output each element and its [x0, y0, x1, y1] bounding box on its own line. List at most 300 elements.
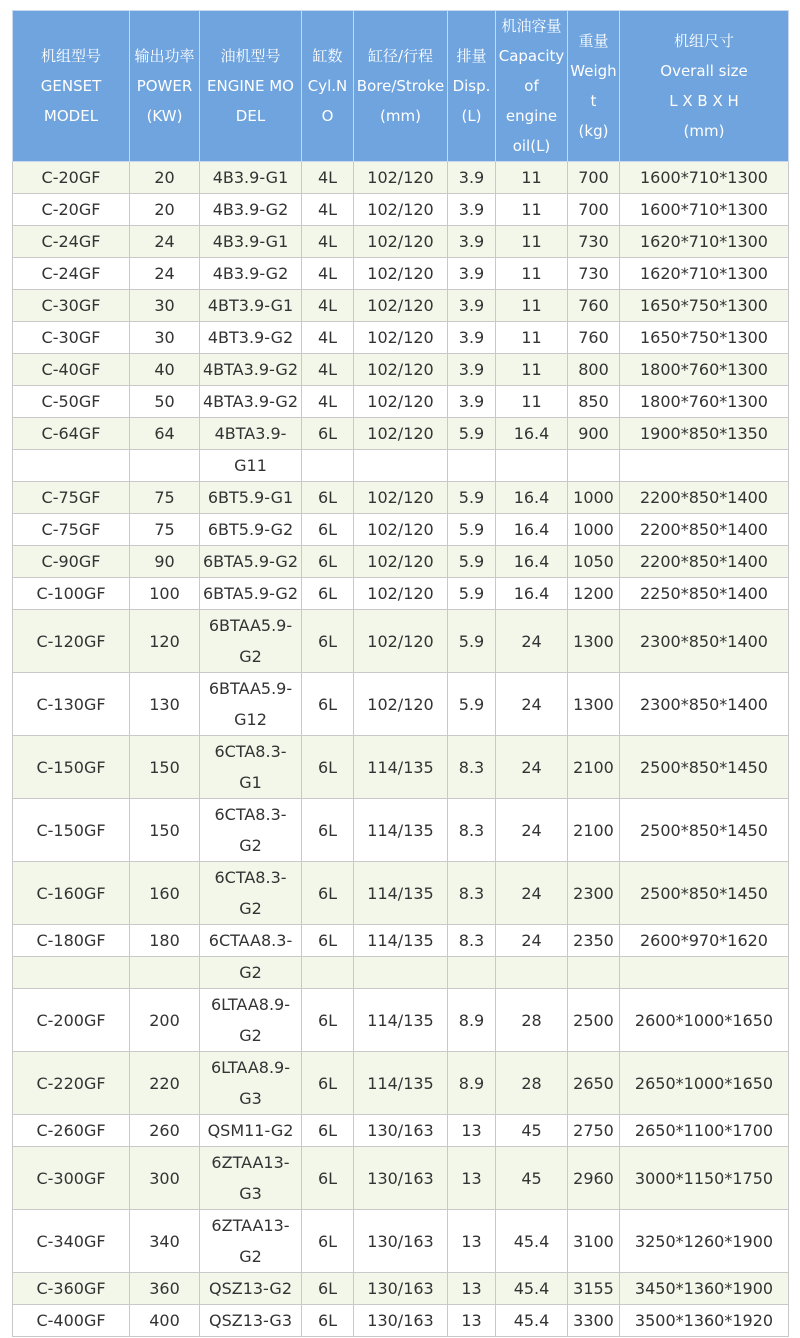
cell-value: 760	[578, 296, 609, 315]
cell-value: C-200GF	[36, 1010, 106, 1030]
cell-bore-stroke	[354, 1147, 448, 1210]
cell-value: C-130GF	[36, 694, 106, 714]
table-header-row	[13, 11, 789, 162]
cell-cylinders	[302, 1147, 354, 1210]
cell-displacement	[448, 450, 496, 482]
cell-displacement	[448, 1210, 496, 1273]
cell-weight	[568, 799, 620, 862]
cell-overall-size	[620, 1052, 789, 1115]
cell-engine-model	[200, 162, 302, 194]
cell-power	[130, 610, 200, 673]
table-row	[13, 514, 789, 546]
cell-value: 102/120	[367, 232, 434, 251]
cell-value: 6L	[317, 424, 338, 443]
cell-power	[130, 194, 200, 226]
cell-bore-stroke	[354, 482, 448, 514]
cell-value: 114/135	[367, 883, 434, 903]
cell-value: 4L	[317, 232, 338, 251]
cell-oil-capacity	[496, 418, 568, 450]
cell-value: 2300	[573, 883, 614, 903]
cell-bore-stroke	[354, 226, 448, 258]
cell-value: 8.3	[458, 883, 485, 903]
cell-engine-model	[200, 578, 302, 610]
cell-value: 1300	[573, 694, 614, 714]
cell-value: 102/120	[367, 392, 434, 411]
table-row	[13, 1052, 789, 1115]
cell-displacement	[448, 322, 496, 354]
cell-value: C-260GF	[36, 1121, 106, 1140]
cell-engine-model	[200, 386, 302, 418]
cell-oil-capacity	[496, 1115, 568, 1147]
cell-bore-stroke	[354, 1273, 448, 1305]
cell-value: 700	[578, 200, 609, 219]
cell-value: 2750	[573, 1121, 614, 1140]
cell-overall-size	[620, 925, 789, 957]
cell-bore-stroke	[354, 673, 448, 736]
cell-engine-model	[200, 1147, 302, 1210]
cell-value: 2500*850*1450	[640, 883, 768, 903]
cell-value: 1000	[573, 520, 614, 539]
cell-weight	[568, 673, 620, 736]
cell-value: 24	[154, 232, 175, 251]
cell-value: 6BTA5.9-G2	[202, 552, 298, 571]
cell-value: 3155	[573, 1279, 614, 1298]
cell-engine-model	[200, 258, 302, 290]
cell-value: 2200*850*1400	[640, 488, 768, 507]
table-row	[13, 1305, 789, 1337]
table-row	[13, 290, 789, 322]
table-row	[13, 1115, 789, 1147]
cell-overall-size	[620, 322, 789, 354]
cell-engine-model	[200, 1273, 302, 1305]
cell-value: 90	[154, 552, 175, 571]
cell-value: C-75GF	[41, 520, 101, 539]
cell-value: 11	[521, 296, 542, 315]
cell-power	[130, 482, 200, 514]
cell-value: 8.9	[458, 1073, 485, 1093]
cell-value: 800	[578, 360, 609, 379]
table-row	[13, 162, 789, 194]
header-bore-stroke	[354, 11, 448, 162]
cell-value: 24	[521, 931, 542, 950]
cell-value: 6L	[317, 552, 338, 571]
cell-value: 5.9	[458, 520, 485, 539]
cell-engine-model	[200, 354, 302, 386]
cell-value: 3450*1360*1900	[634, 1279, 774, 1298]
cell-power	[130, 258, 200, 290]
cell-value: 6BT5.9-G1	[207, 488, 294, 507]
cell-value: C-20GF	[41, 200, 101, 219]
cell-value: 45.4	[513, 1279, 550, 1298]
cell-overall-size	[620, 673, 789, 736]
cell-value: 114/135	[367, 1010, 434, 1030]
cell-power	[130, 1305, 200, 1337]
cell-value: 16.4	[513, 520, 550, 539]
cell-cylinders	[302, 386, 354, 418]
cell-bore-stroke	[354, 799, 448, 862]
cell-value: 102/120	[367, 424, 434, 443]
cell-oil-capacity	[496, 322, 568, 354]
cell-displacement	[448, 290, 496, 322]
cell-value: 5.9	[458, 552, 485, 571]
table-row	[13, 194, 789, 226]
cell-value: 20	[154, 200, 175, 219]
cell-engine-model	[200, 514, 302, 546]
cell-bore-stroke	[354, 610, 448, 673]
cell-genset-model	[13, 957, 130, 989]
cell-bore-stroke	[354, 736, 448, 799]
cell-value: 11	[521, 232, 542, 251]
cell-overall-size	[620, 162, 789, 194]
cell-oil-capacity	[496, 1147, 568, 1210]
cell-overall-size	[620, 736, 789, 799]
cell-weight	[568, 194, 620, 226]
cell-power	[130, 578, 200, 610]
cell-value: 340	[149, 1231, 180, 1251]
header-label: 缸数 Cyl.NO	[307, 47, 348, 125]
cell-genset-model	[13, 1273, 130, 1305]
cell-power	[130, 799, 200, 862]
cell-value: 20	[154, 168, 175, 187]
cell-value: 4B3.9-G1	[212, 232, 289, 251]
cell-value: 8.3	[458, 757, 485, 777]
cell-value: C-160GF	[36, 883, 106, 903]
cell-engine-model	[200, 290, 302, 322]
table-row	[13, 989, 789, 1052]
cell-value: 300	[149, 1168, 180, 1188]
cell-engine-model	[200, 736, 302, 799]
cell-value: 6L	[317, 1279, 338, 1298]
cell-bore-stroke	[354, 578, 448, 610]
cell-oil-capacity	[496, 194, 568, 226]
cell-power	[130, 736, 200, 799]
cell-displacement	[448, 957, 496, 989]
cell-cylinders	[302, 1305, 354, 1337]
cell-value: 2500*850*1450	[640, 757, 768, 777]
cell-value: 6L	[317, 1010, 338, 1030]
cell-oil-capacity	[496, 258, 568, 290]
cell-value: 45	[521, 1121, 542, 1140]
table-row	[13, 957, 789, 989]
cell-genset-model	[13, 1147, 130, 1210]
cell-value: 5.9	[458, 694, 485, 714]
cell-overall-size	[620, 226, 789, 258]
cell-value: 102/120	[367, 552, 434, 571]
cell-engine-model	[200, 1115, 302, 1147]
cell-power	[130, 925, 200, 957]
cell-engine-model	[200, 322, 302, 354]
cell-value: 2300*850*1400	[640, 694, 768, 714]
cell-value: C-220GF	[36, 1073, 106, 1093]
cell-value: 200	[149, 1010, 180, 1030]
cell-value: 30	[154, 296, 175, 315]
cell-value: C-40GF	[41, 360, 101, 379]
cell-weight	[568, 450, 620, 482]
cell-bore-stroke	[354, 925, 448, 957]
cell-value: 114/135	[367, 931, 434, 950]
cell-weight	[568, 354, 620, 386]
cell-value: 730	[578, 232, 609, 251]
cell-value: 3100	[573, 1231, 614, 1251]
cell-power	[130, 226, 200, 258]
cell-displacement	[448, 226, 496, 258]
cell-value: 6L	[317, 820, 338, 840]
cell-value: C-24GF	[41, 264, 101, 283]
cell-engine-model	[200, 925, 302, 957]
cell-value: 4L	[317, 296, 338, 315]
cell-oil-capacity	[496, 354, 568, 386]
cell-bore-stroke	[354, 450, 448, 482]
cell-engine-model	[200, 546, 302, 578]
cell-value: 6CTA8.3- G2	[214, 805, 287, 855]
cell-oil-capacity	[496, 1210, 568, 1273]
cell-genset-model	[13, 578, 130, 610]
cell-value: 4B3.9-G2	[212, 200, 289, 219]
cell-power	[130, 162, 200, 194]
cell-genset-model	[13, 162, 130, 194]
cell-cylinders	[302, 957, 354, 989]
cell-oil-capacity	[496, 925, 568, 957]
cell-value: 1650*750*1300	[640, 296, 768, 315]
cell-cylinders	[302, 258, 354, 290]
cell-displacement	[448, 386, 496, 418]
cell-value: C-360GF	[36, 1279, 106, 1298]
cell-engine-model	[200, 226, 302, 258]
cell-value: 120	[149, 631, 180, 651]
cell-oil-capacity	[496, 450, 568, 482]
cell-oil-capacity	[496, 957, 568, 989]
header-label: 重量 Weigh t (kg)	[570, 32, 617, 140]
cell-value: 2250*850*1400	[640, 584, 768, 603]
cell-value: 4L	[317, 360, 338, 379]
cell-genset-model	[13, 1115, 130, 1147]
cell-engine-model	[200, 1305, 302, 1337]
cell-value: 260	[149, 1121, 180, 1140]
cell-value: 6L	[317, 694, 338, 714]
cell-value: 3000*1150*1750	[634, 1168, 774, 1188]
cell-displacement	[448, 162, 496, 194]
cell-value: 45	[521, 1168, 542, 1188]
cell-displacement	[448, 1273, 496, 1305]
cell-value: 730	[578, 264, 609, 283]
table-row	[13, 1210, 789, 1273]
cell-value: 6L	[317, 584, 338, 603]
cell-value: 6BTAA5.9- G2	[208, 616, 293, 666]
cell-engine-model	[200, 1210, 302, 1273]
table-row	[13, 578, 789, 610]
cell-value: 3250*1260*1900	[634, 1231, 774, 1251]
cell-bore-stroke	[354, 1210, 448, 1273]
cell-engine-model	[200, 482, 302, 514]
cell-genset-model	[13, 673, 130, 736]
cell-value: 6BTA5.9-G2	[202, 584, 298, 603]
cell-cylinders	[302, 862, 354, 925]
cell-value: 180	[149, 931, 180, 950]
cell-value: 2960	[573, 1168, 614, 1188]
cell-value: 130/163	[367, 1311, 434, 1330]
cell-weight	[568, 1273, 620, 1305]
cell-weight	[568, 925, 620, 957]
cell-value: C-400GF	[36, 1311, 106, 1330]
cell-cylinders	[302, 989, 354, 1052]
cell-genset-model	[13, 322, 130, 354]
cell-power	[130, 1147, 200, 1210]
cell-engine-model	[200, 989, 302, 1052]
cell-oil-capacity	[496, 989, 568, 1052]
cell-oil-capacity	[496, 546, 568, 578]
cell-weight	[568, 1147, 620, 1210]
cell-overall-size	[620, 1273, 789, 1305]
cell-value: 1000	[573, 488, 614, 507]
cell-power	[130, 989, 200, 1052]
cell-value: C-30GF	[41, 328, 101, 347]
table-row	[13, 482, 789, 514]
cell-weight	[568, 162, 620, 194]
cell-overall-size	[620, 862, 789, 925]
table-row	[13, 799, 789, 862]
cell-weight	[568, 578, 620, 610]
cell-value: 114/135	[367, 1073, 434, 1093]
header-power	[130, 11, 200, 162]
cell-genset-model	[13, 1305, 130, 1337]
header-label: 机组尺寸 Overall size L X B X H (mm)	[660, 32, 748, 140]
cell-bore-stroke	[354, 957, 448, 989]
cell-power	[130, 450, 200, 482]
cell-value: 130	[149, 694, 180, 714]
header-label: 油机型号 ENGINE MO DEL	[207, 47, 294, 125]
cell-bore-stroke	[354, 546, 448, 578]
cell-cylinders	[302, 514, 354, 546]
cell-oil-capacity	[496, 162, 568, 194]
cell-value: 13	[461, 1311, 482, 1330]
cell-value: 2100	[573, 820, 614, 840]
header-engine-model	[200, 11, 302, 162]
cell-value: 6L	[317, 931, 338, 950]
cell-value: 75	[154, 488, 175, 507]
cell-value: 6CTA8.3- G1	[214, 742, 287, 792]
cell-value: 30	[154, 328, 175, 347]
cell-value: QSZ13-G3	[208, 1311, 292, 1330]
cell-value: 400	[149, 1311, 180, 1330]
cell-cylinders	[302, 610, 354, 673]
cell-value: 6ZTAA13- G3	[211, 1153, 290, 1203]
cell-cylinders	[302, 1210, 354, 1273]
cell-value: 6L	[317, 631, 338, 651]
cell-overall-size	[620, 194, 789, 226]
cell-displacement	[448, 578, 496, 610]
cell-value: 1600*710*1300	[640, 200, 768, 219]
table-body	[13, 162, 789, 1337]
cell-value: 1620*710*1300	[640, 264, 768, 283]
cell-power	[130, 354, 200, 386]
cell-engine-model	[200, 1052, 302, 1115]
header-oil-capacity	[496, 11, 568, 162]
cell-cylinders	[302, 673, 354, 736]
header-displacement	[448, 11, 496, 162]
cell-value: 5.9	[458, 488, 485, 507]
cell-value: 6L	[317, 757, 338, 777]
cell-weight	[568, 1052, 620, 1115]
cell-power	[130, 322, 200, 354]
cell-oil-capacity	[496, 226, 568, 258]
cell-value: C-100GF	[36, 584, 106, 603]
cell-bore-stroke	[354, 290, 448, 322]
cell-genset-model	[13, 925, 130, 957]
cell-bore-stroke	[354, 989, 448, 1052]
cell-genset-model	[13, 386, 130, 418]
cell-power	[130, 1115, 200, 1147]
cell-power	[130, 862, 200, 925]
cell-engine-model	[200, 862, 302, 925]
cell-value: 1200	[573, 584, 614, 603]
cell-engine-model	[200, 418, 302, 450]
cell-value: 6BT5.9-G2	[207, 520, 294, 539]
cell-genset-model	[13, 862, 130, 925]
table-row	[13, 736, 789, 799]
cell-displacement	[448, 194, 496, 226]
table-row	[13, 450, 789, 482]
cell-value: 6BTAA5.9- G12	[208, 679, 293, 729]
cell-overall-size	[620, 354, 789, 386]
cell-value: 64	[154, 424, 175, 443]
cell-overall-size	[620, 546, 789, 578]
cell-value: 6L	[317, 520, 338, 539]
cell-displacement	[448, 418, 496, 450]
cell-genset-model	[13, 482, 130, 514]
cell-value: 102/120	[367, 631, 434, 651]
cell-value: 130/163	[367, 1279, 434, 1298]
cell-value: 1800*760*1300	[640, 360, 768, 379]
cell-bore-stroke	[354, 514, 448, 546]
genset-spec-table	[12, 10, 789, 1337]
cell-weight	[568, 290, 620, 322]
cell-value: 150	[149, 757, 180, 777]
cell-value: 16.4	[513, 424, 550, 443]
cell-value: 13	[461, 1279, 482, 1298]
cell-oil-capacity	[496, 673, 568, 736]
cell-oil-capacity	[496, 736, 568, 799]
cell-displacement	[448, 1147, 496, 1210]
table-row	[13, 862, 789, 925]
cell-value: C-180GF	[36, 931, 106, 950]
cell-oil-capacity	[496, 1305, 568, 1337]
cell-bore-stroke	[354, 1305, 448, 1337]
cell-value: 4L	[317, 264, 338, 283]
cell-value: 24	[521, 820, 542, 840]
cell-value: 850	[578, 392, 609, 411]
cell-weight	[568, 862, 620, 925]
cell-value: 13	[461, 1231, 482, 1251]
cell-bore-stroke	[354, 862, 448, 925]
cell-cylinders	[302, 322, 354, 354]
cell-value: 114/135	[367, 757, 434, 777]
header-label: 机油容量 Capacity of engine oil(L)	[498, 17, 565, 155]
cell-value: 4BTA3.9-G2	[202, 392, 298, 411]
cell-value: 1300	[573, 631, 614, 651]
cell-value: 1620*710*1300	[640, 232, 768, 251]
cell-oil-capacity	[496, 610, 568, 673]
cell-weight	[568, 386, 620, 418]
cell-engine-model	[200, 673, 302, 736]
cell-value: 3.9	[458, 264, 485, 283]
cell-value: 360	[149, 1279, 180, 1298]
cell-value: 6L	[317, 1121, 338, 1140]
cell-overall-size	[620, 290, 789, 322]
cell-weight	[568, 957, 620, 989]
cell-genset-model	[13, 799, 130, 862]
cell-value: 4L	[317, 168, 338, 187]
cell-overall-size	[620, 1210, 789, 1273]
